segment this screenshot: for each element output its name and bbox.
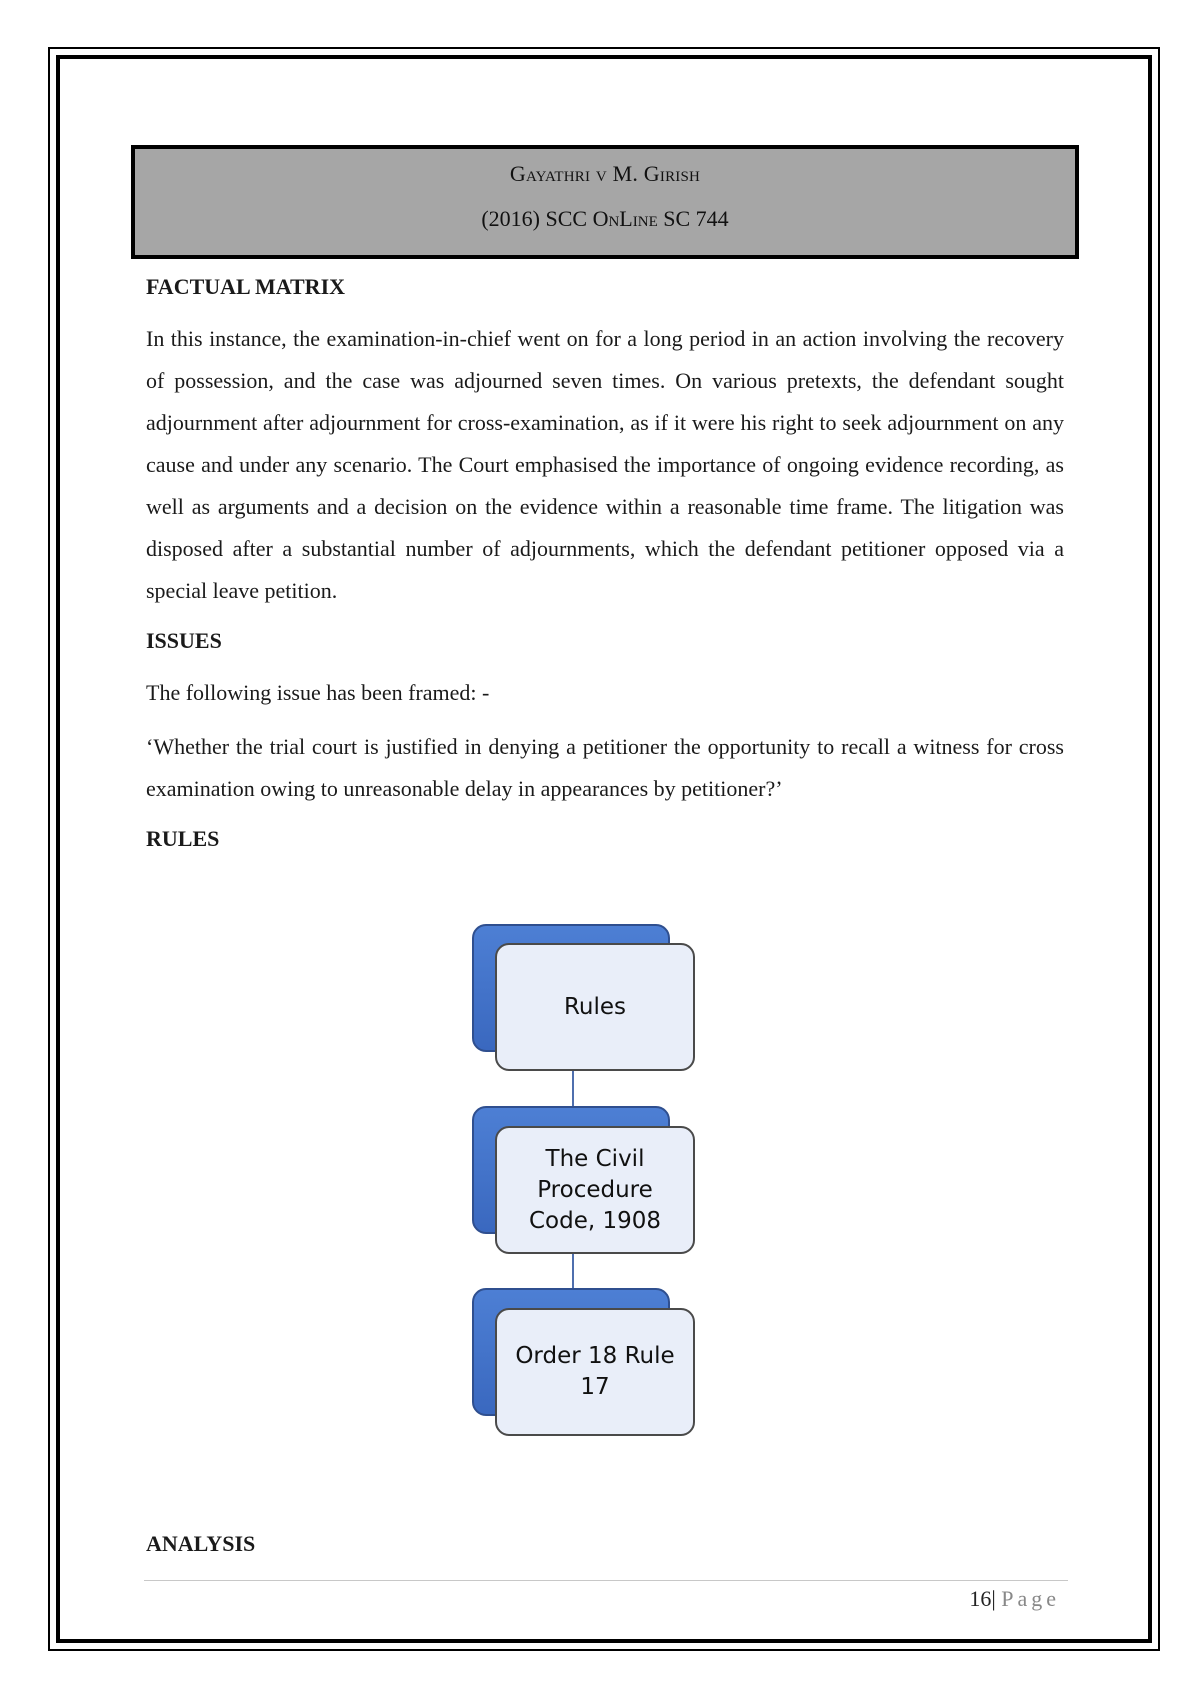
page-footer [969,1586,1060,1612]
diagram-node-cpc: The Civil Procedure Code, 1908 [495,1126,695,1254]
case-citation: (2016) SCC OnLine SC 744 [481,206,729,231]
factual-matrix-text: In this instance, the examination-in-chief went on for a long period in an action involving the recovery of possession, and the case was adjourned seven times. On various pretexts, the defendant sought adjournment after adjournment for cross-examination, as if it were his right to seek adjournment on any cause and under any scenario. The Court emphasised the importance of ongoing evidence recording, as well as arguments and a decision on the evidence within a reasonable time frame. The litigation was disposed after a substantial number of adjournments, which the defendant petitioner opposed via a special leave petition. [146,326,1064,603]
rules-heading: RULES [146,826,220,851]
case-name: Gayathri v M. Girish [509,161,701,186]
analysis-heading: ANALYSIS [146,1531,256,1556]
issue-text: ‘Whether the trial court is justified in denying a petitioner the opportunity to recall a witness for cross examination owing to unreasonable delay in appearances by petitioner?’ [146,734,1064,801]
page-separator: | [991,1586,996,1611]
diagram-node-rules: Rules [495,943,695,1071]
issues-heading: ISSUES [146,628,222,653]
diagram-connector-2 [572,1252,574,1288]
diagram-node-order: Order 18 Rule 17 [495,1308,695,1436]
footer-divider [144,1580,1068,1581]
page-number: 16 [969,1586,992,1611]
page-word: Page [1001,1586,1060,1611]
factual-matrix-heading: FACTUAL MATRIX [146,274,346,299]
diagram-connector-1 [572,1070,574,1106]
issues-intro: The following issue has been framed: - [146,680,490,705]
